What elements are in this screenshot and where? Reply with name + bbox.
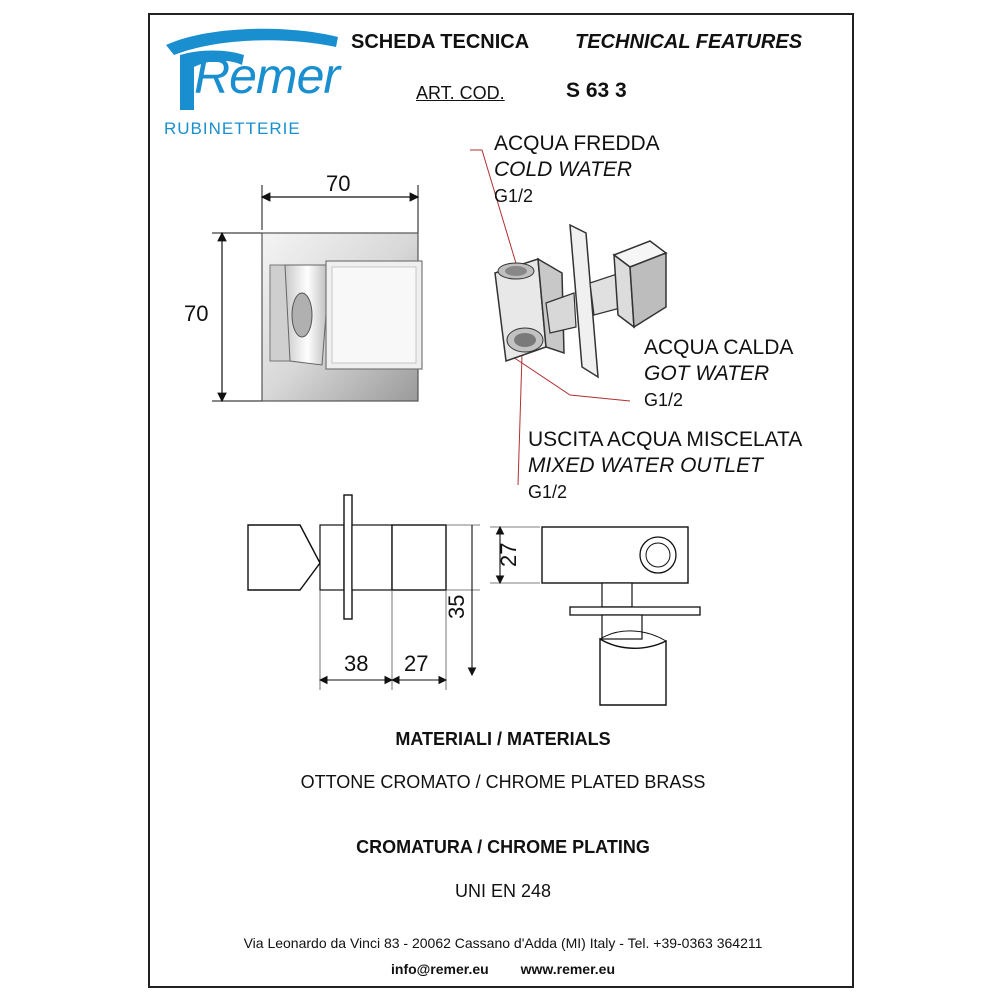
- cold-water-en: COLD WATER: [494, 158, 633, 181]
- hot-water-en: GOT WATER: [644, 362, 770, 385]
- footer-links: [150, 961, 856, 977]
- mixed-water-size: G1/2: [528, 482, 568, 502]
- brand-logo: Remer: [194, 48, 340, 104]
- cold-water-it: ACQUA FREDDA: [494, 132, 660, 155]
- dim-side-handle: 27: [404, 651, 429, 676]
- footer-address: Via Leonardo da Vinci 83 - 20062 Cassano d'Adda (MI) Italy - Tel. +39-0363 364211: [243, 935, 763, 951]
- plating-title: CROMATURA / CHROME PLATING: [356, 837, 650, 857]
- callout-hot-water: [644, 335, 793, 413]
- header-title-en: TECHNICAL FEATURES: [575, 31, 803, 53]
- dim-front-width: 70: [326, 171, 351, 196]
- front-view-drawing: [212, 185, 422, 401]
- dim-side-height: 35: [444, 594, 469, 619]
- header-title-it: SCHEDA TECNICA: [351, 31, 530, 53]
- footer-website-link[interactable]: www.remer.eu: [520, 961, 615, 977]
- callout-mixed-water: [528, 427, 802, 505]
- cold-water-size: G1/2: [494, 186, 534, 206]
- mixed-water-en: MIXED WATER OUTLET: [528, 454, 763, 477]
- dim-front-height: 70: [184, 301, 209, 326]
- technical-sheet: [148, 13, 854, 988]
- hot-water-it: ACQUA CALDA: [644, 336, 794, 359]
- article-code-value: S 63 3: [566, 79, 627, 102]
- materials-value: OTTONE CROMATO / CHROME PLATED BRASS: [300, 772, 706, 792]
- materials-title: MATERIALI / MATERIALS: [395, 729, 611, 749]
- dim-side-body: 38: [344, 651, 369, 676]
- callout-cold-water: [494, 131, 660, 209]
- dim-top-height: 27: [496, 542, 521, 567]
- hot-water-size: G1/2: [644, 390, 684, 410]
- brand-subtitle: RUBINETTERIE: [164, 119, 301, 138]
- article-code-label: ART. COD.: [416, 83, 505, 103]
- footer-email-link[interactable]: info@remer.eu: [391, 961, 489, 977]
- mixed-water-it: USCITA ACQUA MISCELATA: [528, 428, 803, 451]
- plating-value: UNI EN 248: [454, 881, 552, 901]
